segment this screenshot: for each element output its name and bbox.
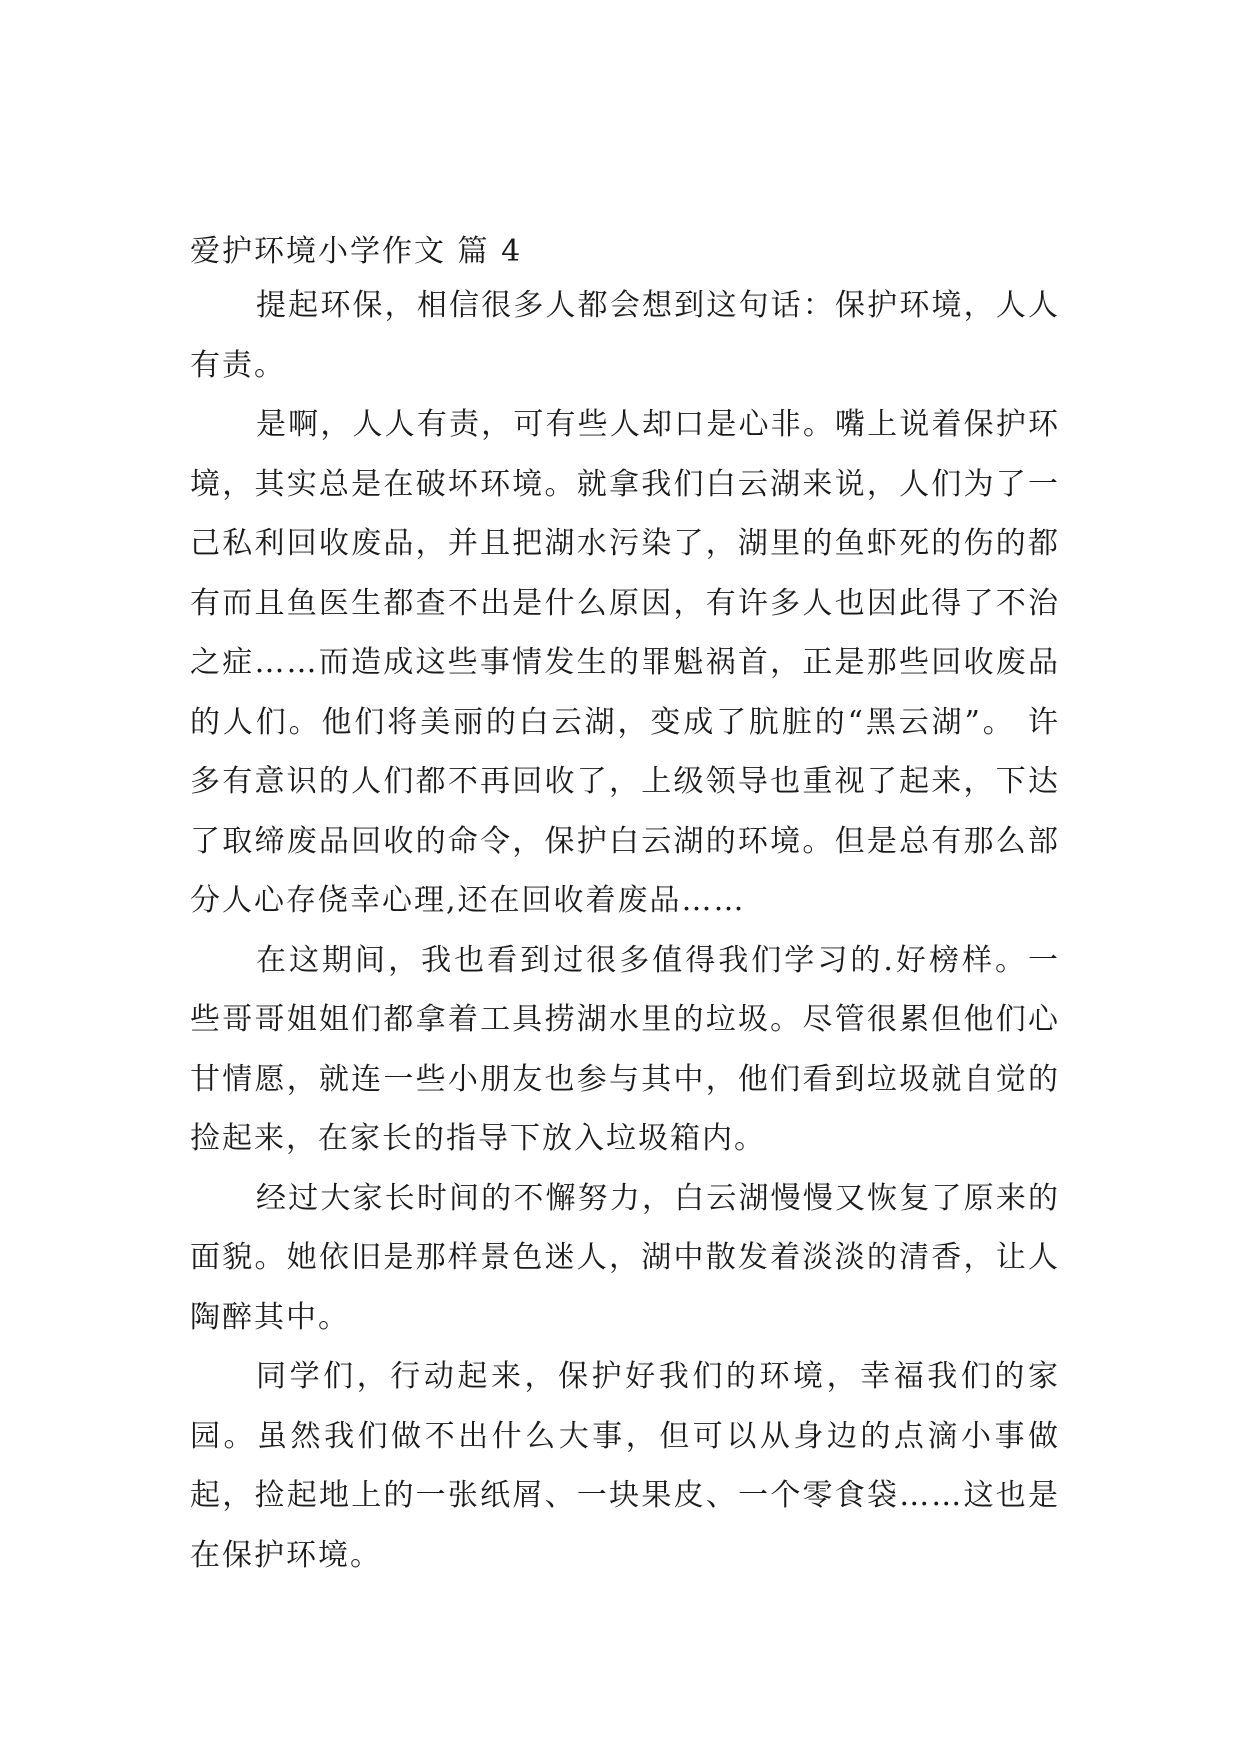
paragraph-4: 经过大家长时间的不懈努力，白云湖慢慢又恢复了原来的面貌。她依旧是那样景色迷人，湖中散发着淡淡的清香，让人陶醉其中。: [190, 1180, 1060, 1335]
paragraph-3: 在这期间，我也看到过很多值得我们学习的.好榜样。一些哥哥姐姐们都拿着工具捞湖水里的垃圾。尽管很累但他们心甘情愿，就连一些小朋友也参与其中，他们看到垃圾就自觉的捡起来，在家长的指导下放入垃圾箱内。: [190, 942, 1060, 1156]
document-title: 爱护环境小学作文 篇 4: [190, 234, 523, 269]
paragraph-5: 同学们，行动起来，保护好我们的环境，幸福我们的家园。虽然我们做不出什么大事，但可以从身边的点滴小事做起，捡起地上的一张纸屑、一块果皮、一个零食袋……这也是在保护环境。: [190, 1359, 1060, 1573]
paragraph-2: 是啊，人人有责，可有些人却口是心非。嘴上说着保护环境，其实总是在破坏环境。就拿我们白云湖来说，人们为了一己私利回收废品，并且把湖水污染了，湖里的鱼虾死的伤的都有而且鱼医生都查不出是什么原因，有许多人也因此得了不治之症……而造成这些事情发生的罪魁祸首，正是那些回收废品的人们。他们将美丽的白云湖，变成了肮脏的“黑云湖”。 许多有意识的人们都不再回收了，上级领导也重视了起来，下达了取缔废品回收的命令，保护白云湖的环境。但是总有那么部分人心存侥幸心理,还在回收着废品……: [190, 407, 1060, 918]
paragraph-1: 提起环保，相信很多人都会想到这句话：保护环境，人人有责。: [190, 288, 1060, 383]
document-body: [190, 227, 1060, 1585]
